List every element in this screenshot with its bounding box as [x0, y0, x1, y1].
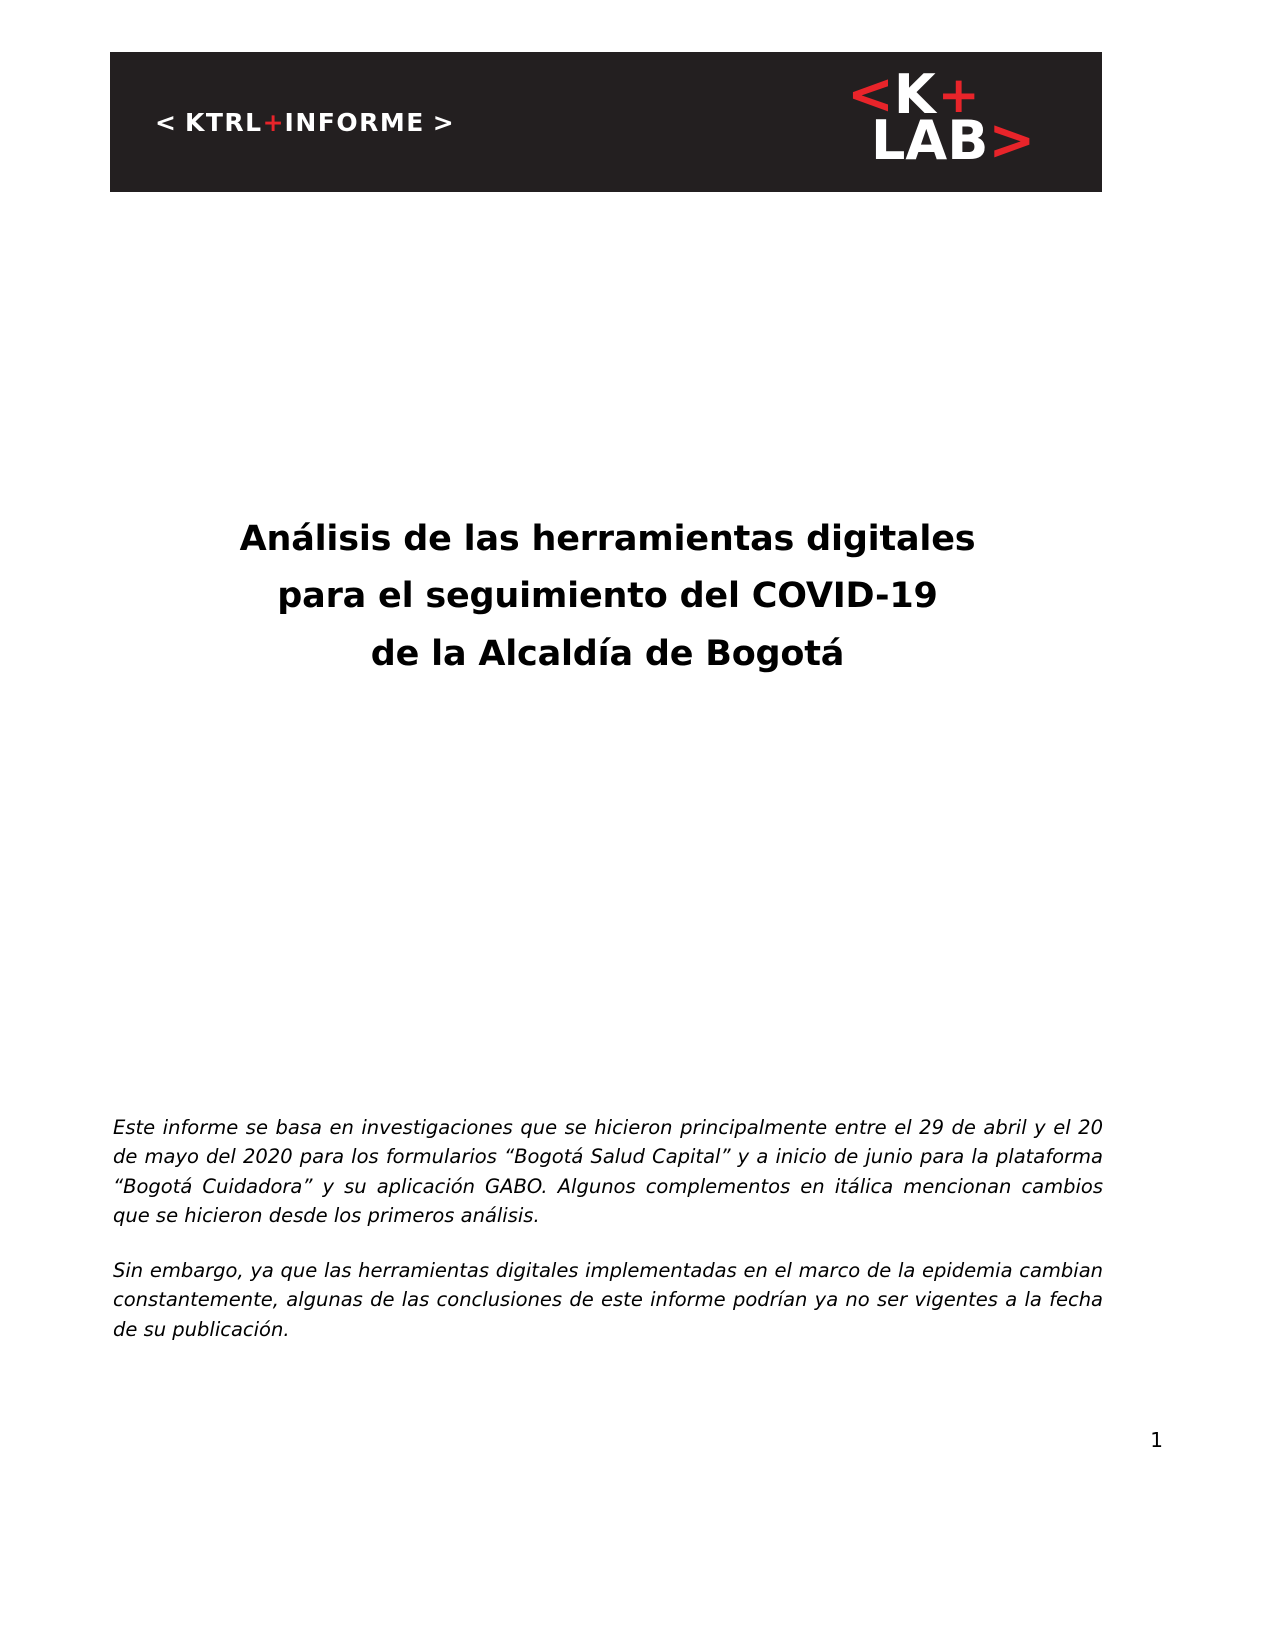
left-bracket-open-icon: <	[155, 107, 177, 137]
page-number: 1	[1150, 1428, 1163, 1452]
title-line-2: para el seguimiento del COVID-19	[277, 576, 938, 617]
klab-logo	[841, 62, 1056, 177]
left-bracket-close-icon: >	[432, 107, 455, 137]
klab-plus-icon: +	[937, 65, 980, 124]
angle-close-icon: >	[988, 108, 1036, 173]
header-banner	[110, 52, 1102, 192]
klab-word-lab: LAB	[871, 108, 989, 172]
title-line-3: de la Alcaldía de Bogotá	[370, 633, 845, 674]
intro-notes	[113, 1113, 1103, 1344]
logo-word-ktrl: KTRL	[184, 107, 263, 137]
klab-logo-line-2	[871, 108, 1036, 173]
page-title	[115, 511, 1100, 682]
note-paragraph-2: Sin embargo, ya que las herramientas digitales implementadas en el marco de la epidemia cambian constantemente, algunas de las conclusiones de este informe podrían ya no ser vigentes a la fecha de su publicación.	[113, 1259, 1103, 1341]
logo-word-informe: INFORME	[284, 107, 425, 137]
note-paragraph-1: Este informe se basa en investigaciones que se hicieron principalmente entre el 29 de abril y el 20 de mayo del 2020 para los formularios “Bogotá Salud Capital” y a inicio de junio para la plataforma “Bogotá Cuidadora” y su aplicación GABO. Algunos complementos en itálica mencionan cambios que se hicieron desde los primeros análisis.	[113, 1116, 1103, 1227]
klab-letter-k: K	[893, 62, 936, 126]
title-line-1: Análisis de las herramientas digitales	[239, 519, 976, 560]
angle-open-icon: <	[847, 62, 894, 127]
logo-plus-icon: +	[262, 107, 285, 137]
ktrl-informe-logo	[155, 108, 455, 137]
